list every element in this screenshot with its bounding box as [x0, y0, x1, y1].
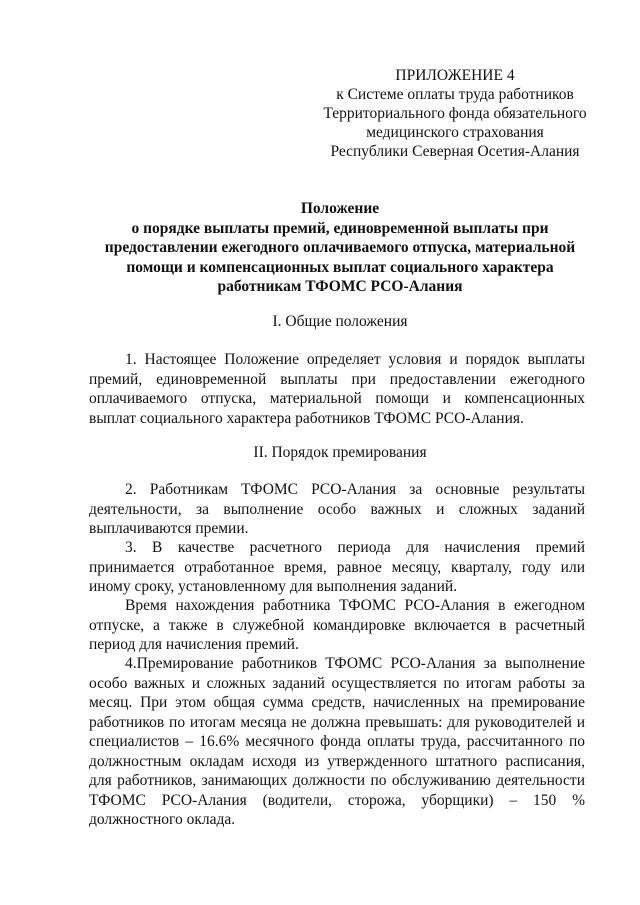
appendix-line: к Системе оплаты труда работников [336, 86, 574, 103]
title-line: работникам ТФОМС РСО-Алания [217, 278, 463, 295]
document-title [90, 199, 590, 297]
appendix-line: Территориального фонда обязательного [323, 105, 587, 122]
paragraph-2: 2. Работникам ТФОМС РСО-Алания за основные результаты деятельности, за выполнение особо важных и сложных заданий выплачиваются премии. [89, 481, 585, 537]
paragraph-1: 1. Настоящее Положение определяет условия и порядок выплаты премий, единовременной выплаты при предоставлении ежегодного оплачиваемого отпуска, материальной помощи и компенсационных выплат социального характера работников ТФОМС РСО-Алания. [89, 351, 585, 427]
paragraph-4: Время нахождения работника ТФОМС РСО-Алания в ежегодном отпуске, а также в служебной командировке включается в расчетный период для начисления премий. [89, 597, 585, 653]
section-heading-bonus: II. Порядок премирования [253, 444, 427, 461]
title-line: предоставлении ежегодного оплачиваемого отпуска, материальной [104, 239, 576, 256]
appendix-line: Республики Северная Осетия-Алания [330, 143, 580, 160]
appendix-header [300, 66, 610, 161]
title-line: Положение [300, 200, 380, 217]
appendix-line: медицинского страхования [366, 124, 544, 141]
title-line: о порядке выплаты премий, единовременной выплаты при [131, 219, 549, 237]
paragraph-5: 4.Премирование работников ТФОМС РСО-Алания за выполнение особо важных и сложных заданий осуществляется по итогам работы за месяц. При этом общая сумма средств, начисленных на премирование работников по итогам месяца не должна превышать: для руководителей и специалистов – 16.6% месячного фонда оплаты труда, рассчитанного по должностным окладам исходя из утвержденного штатного расписания, для работников, занимающих должности по обслуживанию деятельности ТФОМС РСО-Алания (водители, сторожа, уборщики) – 150 % должностного оклада. [89, 655, 585, 828]
section-heading-general: I. Общие положения [272, 313, 408, 330]
title-line: помощи и компенсационных выплат социального характера [126, 258, 554, 276]
appendix-number: ПРИЛОЖЕНИЕ 4 [395, 67, 515, 84]
paragraph-3: 3. В качестве расчетного периода для начисления премий принимается отработанное время, равное месяцу, кварталу, году или иному сроку, установленному для выполнения заданий. [89, 539, 585, 595]
